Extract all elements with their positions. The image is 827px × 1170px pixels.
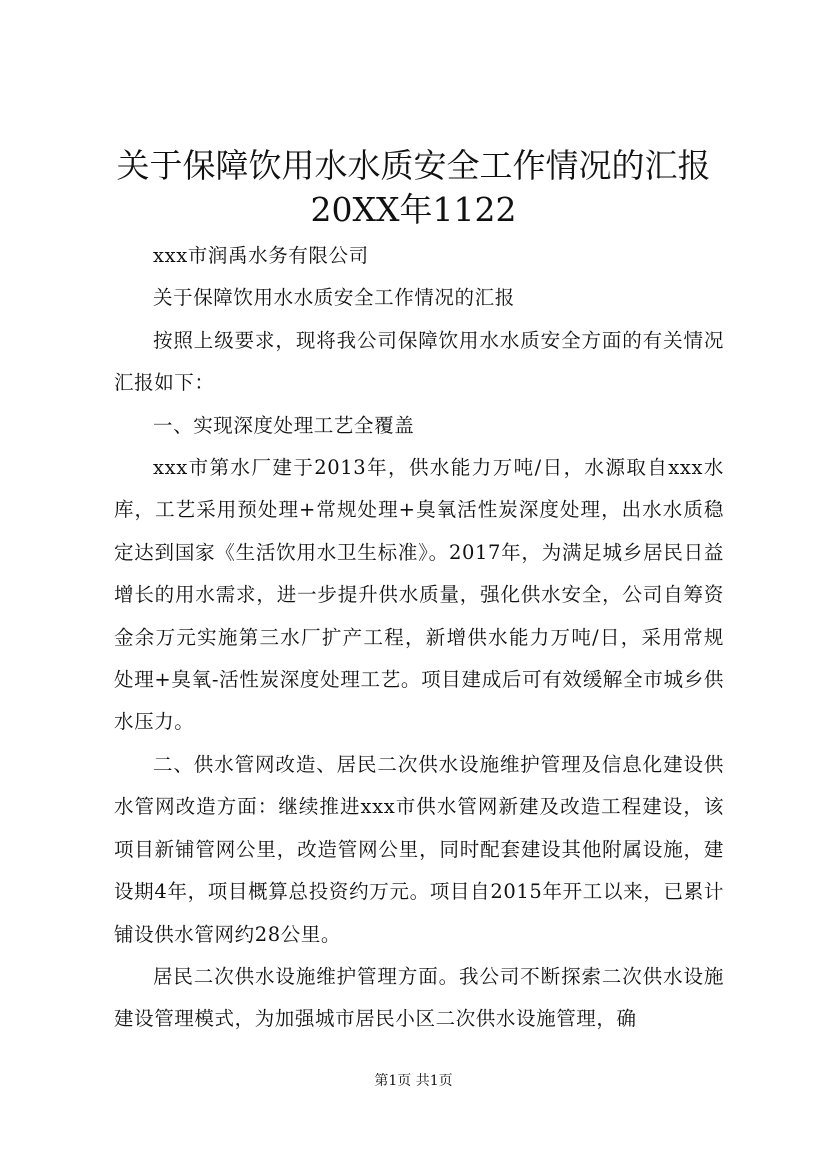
paragraph-section-1: xxx市第水厂建于2013年，供水能力万吨/日，水源取自xxx水库，工艺采用预处理+常规处理+臭氧活性炭深度处理，出水水质稳定达到国家《生活饮用水卫生标准》。2017年，为满足城乡居民日益增长的用水需求，进一步提升供水质量，强化供水安全，公司自筹资金余万元实施第三水厂扩产工程，新增供水能力万吨/日，采用常规处理+臭氧-活性炭深度处理工艺。项目建成后可有效缓解全市城乡供水压力。: [114, 456, 724, 734]
paragraph-intro: 按照上级要求，现将我公司保障饮用水水质安全方面的有关情况汇报如下：: [114, 328, 724, 395]
section-heading-1: 一、实现深度处理工艺全覆盖: [153, 413, 415, 437]
paragraph-secondary-supply: 居民二次供水设施维护管理方面。我公司不断探索二次供水设施建设管理模式，为加强城市居民小区二次供水设施管理，确: [114, 964, 724, 1031]
document-title: 关于保障饮用水水质安全工作情况的汇报: [116, 146, 711, 185]
document-date: 20XX年1122: [310, 190, 517, 229]
document-body: [114, 235, 724, 1041]
paragraph-section-2: 二、供水管网改造、居民二次供水设施维护管理及信息化建设供水管网改造方面：继续推进xxx市供水管网新建及改造工程建设，该项目新铺管网公里，改造管网公里，同时配套建设其他附属设施，建设期4年，项目概算总投资约万元。项目自2015年开工以来，已累计铺设供水管网约28公里。: [114, 752, 724, 946]
paragraph-company: xxx市润禹水务有限公司: [153, 244, 369, 267]
paragraph-subject: 关于保障饮用水水质安全工作情况的汇报: [153, 286, 515, 310]
page-footer: 第1页 共1页: [374, 1073, 453, 1089]
